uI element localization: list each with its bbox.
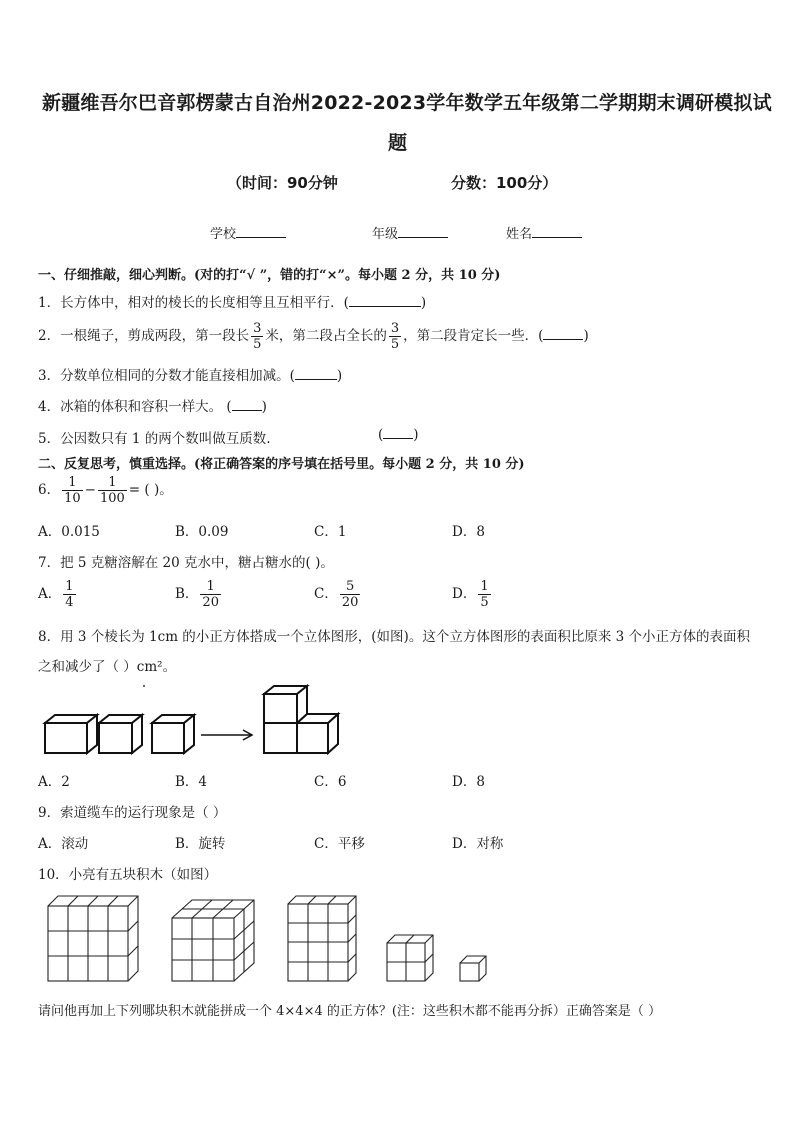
q7-option-c[interactable]	[314, 576, 362, 612]
q8-cubes-figure	[36, 680, 356, 758]
q6-option-d[interactable]: D．8	[452, 524, 485, 540]
grade-label: 年级	[372, 227, 399, 242]
q2-text-b: 米，第二段占全长的	[265, 328, 387, 344]
q8-option-d[interactable]: D．8	[452, 774, 485, 790]
page-title-continued: 题	[388, 132, 408, 154]
q2-close: )	[583, 328, 589, 344]
q7-option-c-label: C．	[314, 586, 338, 602]
question-3	[38, 364, 342, 384]
section1-heading: 一、仔细推敲，细心判断。(对的打“√ ”，错的打“×”。每小题 2 分，共 10 分)	[38, 268, 501, 283]
q2-text-c: ，第二段肯定长一些．(	[403, 328, 544, 344]
q2-text-a: 2．一根绳子，剪成两段，第一段长	[38, 328, 250, 344]
q5-open: (	[378, 427, 384, 443]
school-blank[interactable]	[236, 237, 286, 238]
small-cube-3	[152, 715, 194, 753]
exam-score: 分数：100分）	[451, 174, 558, 192]
q6-option-a[interactable]: A．0.015	[38, 524, 100, 540]
q9-option-c[interactable]: C．平移	[314, 836, 365, 852]
name-blank[interactable]	[532, 237, 582, 238]
q2-f1-num: 3	[253, 321, 262, 336]
section2-heading: 二、反复思考，慎重选择。(将正确答案的序号填在括号里。每小题 2 分，共 10 分)	[38, 457, 525, 472]
q3-answer-blank[interactable]	[295, 379, 337, 380]
small-cube-2	[99, 715, 142, 753]
q4-text: 4．冰箱的体积和容积一样大。 (	[38, 399, 232, 415]
q1-close: )	[420, 295, 427, 311]
q6-fraction-2	[98, 475, 127, 506]
q7-option-d-label: D．	[452, 586, 477, 602]
name-field[interactable]	[506, 223, 582, 242]
page-title: 新疆维吾尔巴音郭楞蒙古自治州2022-2023学年数学五年级第二学期期末调研模拟试	[42, 92, 772, 114]
q6-tail: = ( )。	[128, 482, 173, 498]
q5-close: )	[413, 427, 419, 443]
q7-a-den: 4	[65, 595, 74, 610]
q9-option-a[interactable]: A．滚动	[38, 836, 89, 852]
q7-b-den: 20	[202, 595, 219, 610]
question-1	[38, 291, 426, 311]
question-4	[38, 395, 267, 415]
q7-option-a-fraction	[63, 579, 75, 610]
q3-close: )	[336, 368, 343, 384]
q2-f2-den: 5	[390, 337, 400, 352]
q10-blocks-figure	[40, 888, 500, 988]
q6-fraction-1	[62, 475, 83, 506]
q7-c-num: 5	[345, 579, 355, 594]
q2-f1-den: 5	[253, 337, 262, 352]
q5-text: 5．公因数只有 1 的两个数叫做互质数.	[38, 431, 271, 447]
q7-c-den: 20	[341, 595, 359, 610]
q7-d-den: 5	[480, 595, 489, 610]
q6-f1-num: 1	[68, 475, 77, 490]
q5-answer	[378, 427, 419, 443]
question-6	[38, 472, 173, 508]
q7-option-b-fraction	[200, 579, 221, 610]
exam-time: （时间：90分钟	[227, 174, 338, 192]
q7-option-d-fraction	[478, 579, 490, 610]
q2-fraction-1	[251, 321, 263, 352]
q7-option-a[interactable]	[38, 576, 78, 612]
q7-option-b[interactable]	[175, 576, 223, 612]
block-1	[48, 896, 138, 981]
q4-answer-blank[interactable]	[232, 410, 262, 411]
q6-option-c[interactable]: C．1	[314, 524, 347, 540]
q10-question: 请问他再加上下列哪块积木就能拼成一个 4×4×4 的正方体？(注：这些积木都不能再分拆）正确答案是（ ）	[38, 1004, 662, 1019]
q6-f2-den: 100	[99, 491, 125, 506]
q2-f2-num: 3	[390, 321, 400, 336]
question-7: 7．把 5 克糖溶解在 20 克水中，糖占糖水的( )。	[38, 555, 334, 571]
school-label: 学校	[210, 227, 237, 242]
q2-answer-blank[interactable]	[543, 339, 583, 340]
q1-answer-blank[interactable]	[349, 306, 421, 307]
question-8-line1: 8．用 3 个棱长为 1cm 的小正方体搭成一个立体图形，(如图)。这个立方体图形的表面积比原来 3 个小正方体的表面积	[38, 629, 750, 645]
stray-dot	[143, 685, 145, 687]
q7-a-num: 1	[65, 579, 74, 594]
question-9: 9．索道缆车的运行现象是（ ）	[38, 805, 227, 821]
name-label: 姓名	[506, 227, 533, 242]
q5-answer-blank[interactable]	[383, 438, 413, 439]
q6-option-b[interactable]: B．0.09	[175, 524, 229, 540]
q7-d-num: 1	[480, 579, 489, 594]
q6-f1-den: 10	[64, 491, 81, 506]
question-2	[38, 318, 589, 354]
q4-close: )	[261, 399, 267, 415]
q2-fraction-2	[389, 321, 401, 352]
block-5	[460, 956, 486, 981]
q7-b-num: 1	[206, 579, 215, 594]
q8-option-a[interactable]: A．2	[38, 774, 70, 790]
q7-option-a-label: A．	[38, 586, 62, 602]
grade-blank[interactable]	[398, 237, 448, 238]
block-3	[288, 896, 356, 981]
q3-text: 3．分数单位相同的分数才能直接相加减。(	[38, 368, 295, 384]
arrow-right-icon	[201, 730, 252, 740]
block-2	[172, 900, 254, 981]
q1-text: 1．长方体中，相对的棱长的长度相等且互相平行．(	[38, 295, 349, 311]
q7-option-b-label: B．	[175, 586, 199, 602]
q6-label: 6．	[38, 482, 61, 498]
stacked-cube-shape	[264, 686, 338, 753]
question-10: 10．小亮有五块积木（如图）	[38, 867, 218, 883]
q9-option-b[interactable]: B．旋转	[175, 836, 226, 852]
small-cube-1	[45, 715, 97, 753]
q7-option-d[interactable]	[452, 576, 493, 612]
q8-option-b[interactable]: B．4	[175, 774, 208, 790]
school-field[interactable]	[210, 223, 286, 242]
q6-minus: −	[84, 482, 96, 498]
q9-option-d[interactable]: D．对称	[452, 836, 504, 852]
q7-option-c-fraction	[340, 579, 361, 610]
q6-f2-num: 1	[108, 475, 117, 490]
block-4	[387, 935, 433, 981]
grade-field[interactable]	[372, 223, 448, 242]
q8-option-c[interactable]: C．6	[314, 774, 347, 790]
question-8-line2: 之和减少了（ ）cm²。	[38, 659, 177, 675]
question-5	[38, 427, 271, 447]
